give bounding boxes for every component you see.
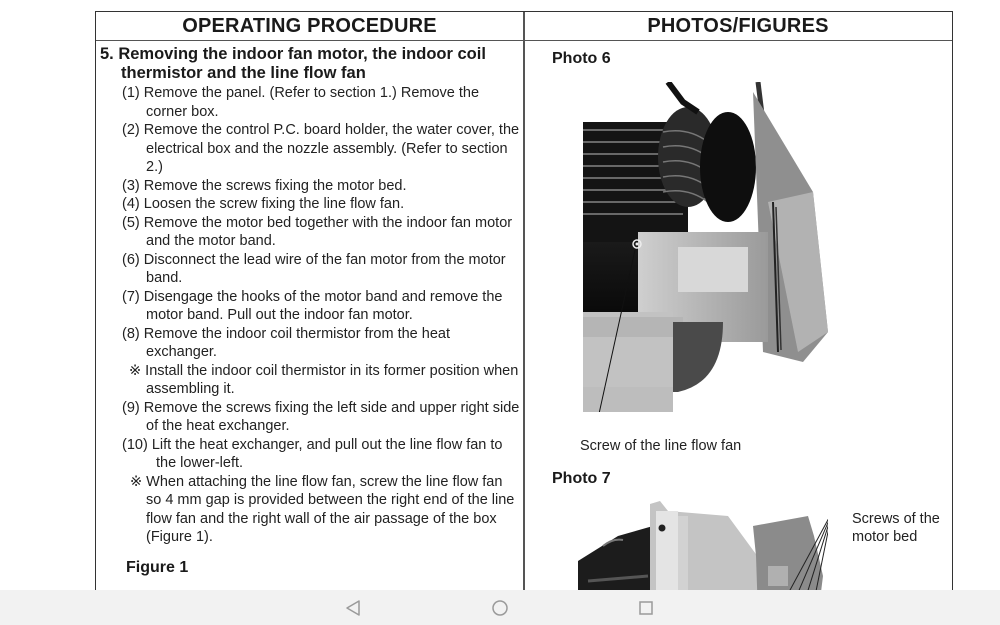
triangle-back-icon	[344, 599, 362, 617]
step-8: (8) Remove the indoor coil thermistor from the heat exchanger.	[122, 325, 450, 360]
photo-6-caption: Screw of the line flow fan	[580, 438, 742, 454]
photo-7-image	[578, 496, 828, 590]
photo-7-caption-line2: motor bed	[852, 529, 918, 545]
note-line-flow-fan: ※ When attaching the line flow fan, screw the line flow fan so 4 mm gap is provided between the right end of the line flow fan and the right wall of the air passage of the box (Figure 1).	[130, 473, 515, 545]
step-10: (10) Lift the heat exchanger, and pull out the line flow fan to the lower-left.	[122, 436, 503, 471]
android-nav-bar	[0, 590, 1000, 625]
step-6: (6) Disconnect the lead wire of the fan motor from the motor band.	[122, 251, 506, 286]
note-thermistor: ※ Install the indoor coil thermistor in its former position when assembling it.	[129, 362, 519, 397]
back-button[interactable]	[343, 598, 363, 618]
step-1: (1) Remove the panel. (Refer to section 1.) Remove the corner box.	[122, 85, 480, 120]
step-7: (7) Disengage the hooks of the motor band and remove the motor band. Pull out the indoor fan motor.	[122, 288, 503, 323]
section-title	[100, 45, 520, 83]
step-2: (2) Remove the control P.C. board holder, the water cover, the electrical box and the nozzle assembly. (Refer to section 2.)	[122, 122, 520, 175]
photos-column	[524, 41, 952, 590]
section-title-line1: 5. Removing the indoor fan motor, the indoor coil	[100, 45, 486, 63]
circle-home-icon	[491, 599, 509, 617]
photo-7-label: Photo 7	[552, 470, 611, 487]
photo-7-caption-line1: Screws of the	[852, 511, 940, 527]
steps-list	[100, 84, 520, 547]
photo-6-image	[583, 82, 833, 412]
step-3: (3) Remove the screws fixing the motor bed.	[122, 177, 407, 194]
header-operating-procedure: OPERATING PROCEDURE	[182, 15, 437, 37]
procedure-table	[95, 11, 953, 590]
step-4: (4) Loosen the screw fixing the line flow fan.	[122, 196, 405, 212]
home-button[interactable]	[490, 598, 510, 618]
photo-7-caption	[852, 510, 940, 546]
figure-1-label: Figure 1	[126, 558, 189, 576]
photo-6-label: Photo 6	[552, 50, 611, 67]
step-5: (5) Remove the motor bed together with the indoor fan motor and the motor band.	[122, 214, 513, 249]
header-photos-figures: PHOTOS/FIGURES	[647, 15, 829, 37]
procedure-column	[100, 45, 520, 577]
recents-button[interactable]	[636, 598, 656, 618]
step-9: (9) Remove the screws fixing the left side and upper right side of the heat exchanger.	[122, 399, 520, 434]
section-title-line2: thermistor and the line flow fan	[121, 64, 366, 82]
square-recents-icon	[637, 599, 655, 617]
